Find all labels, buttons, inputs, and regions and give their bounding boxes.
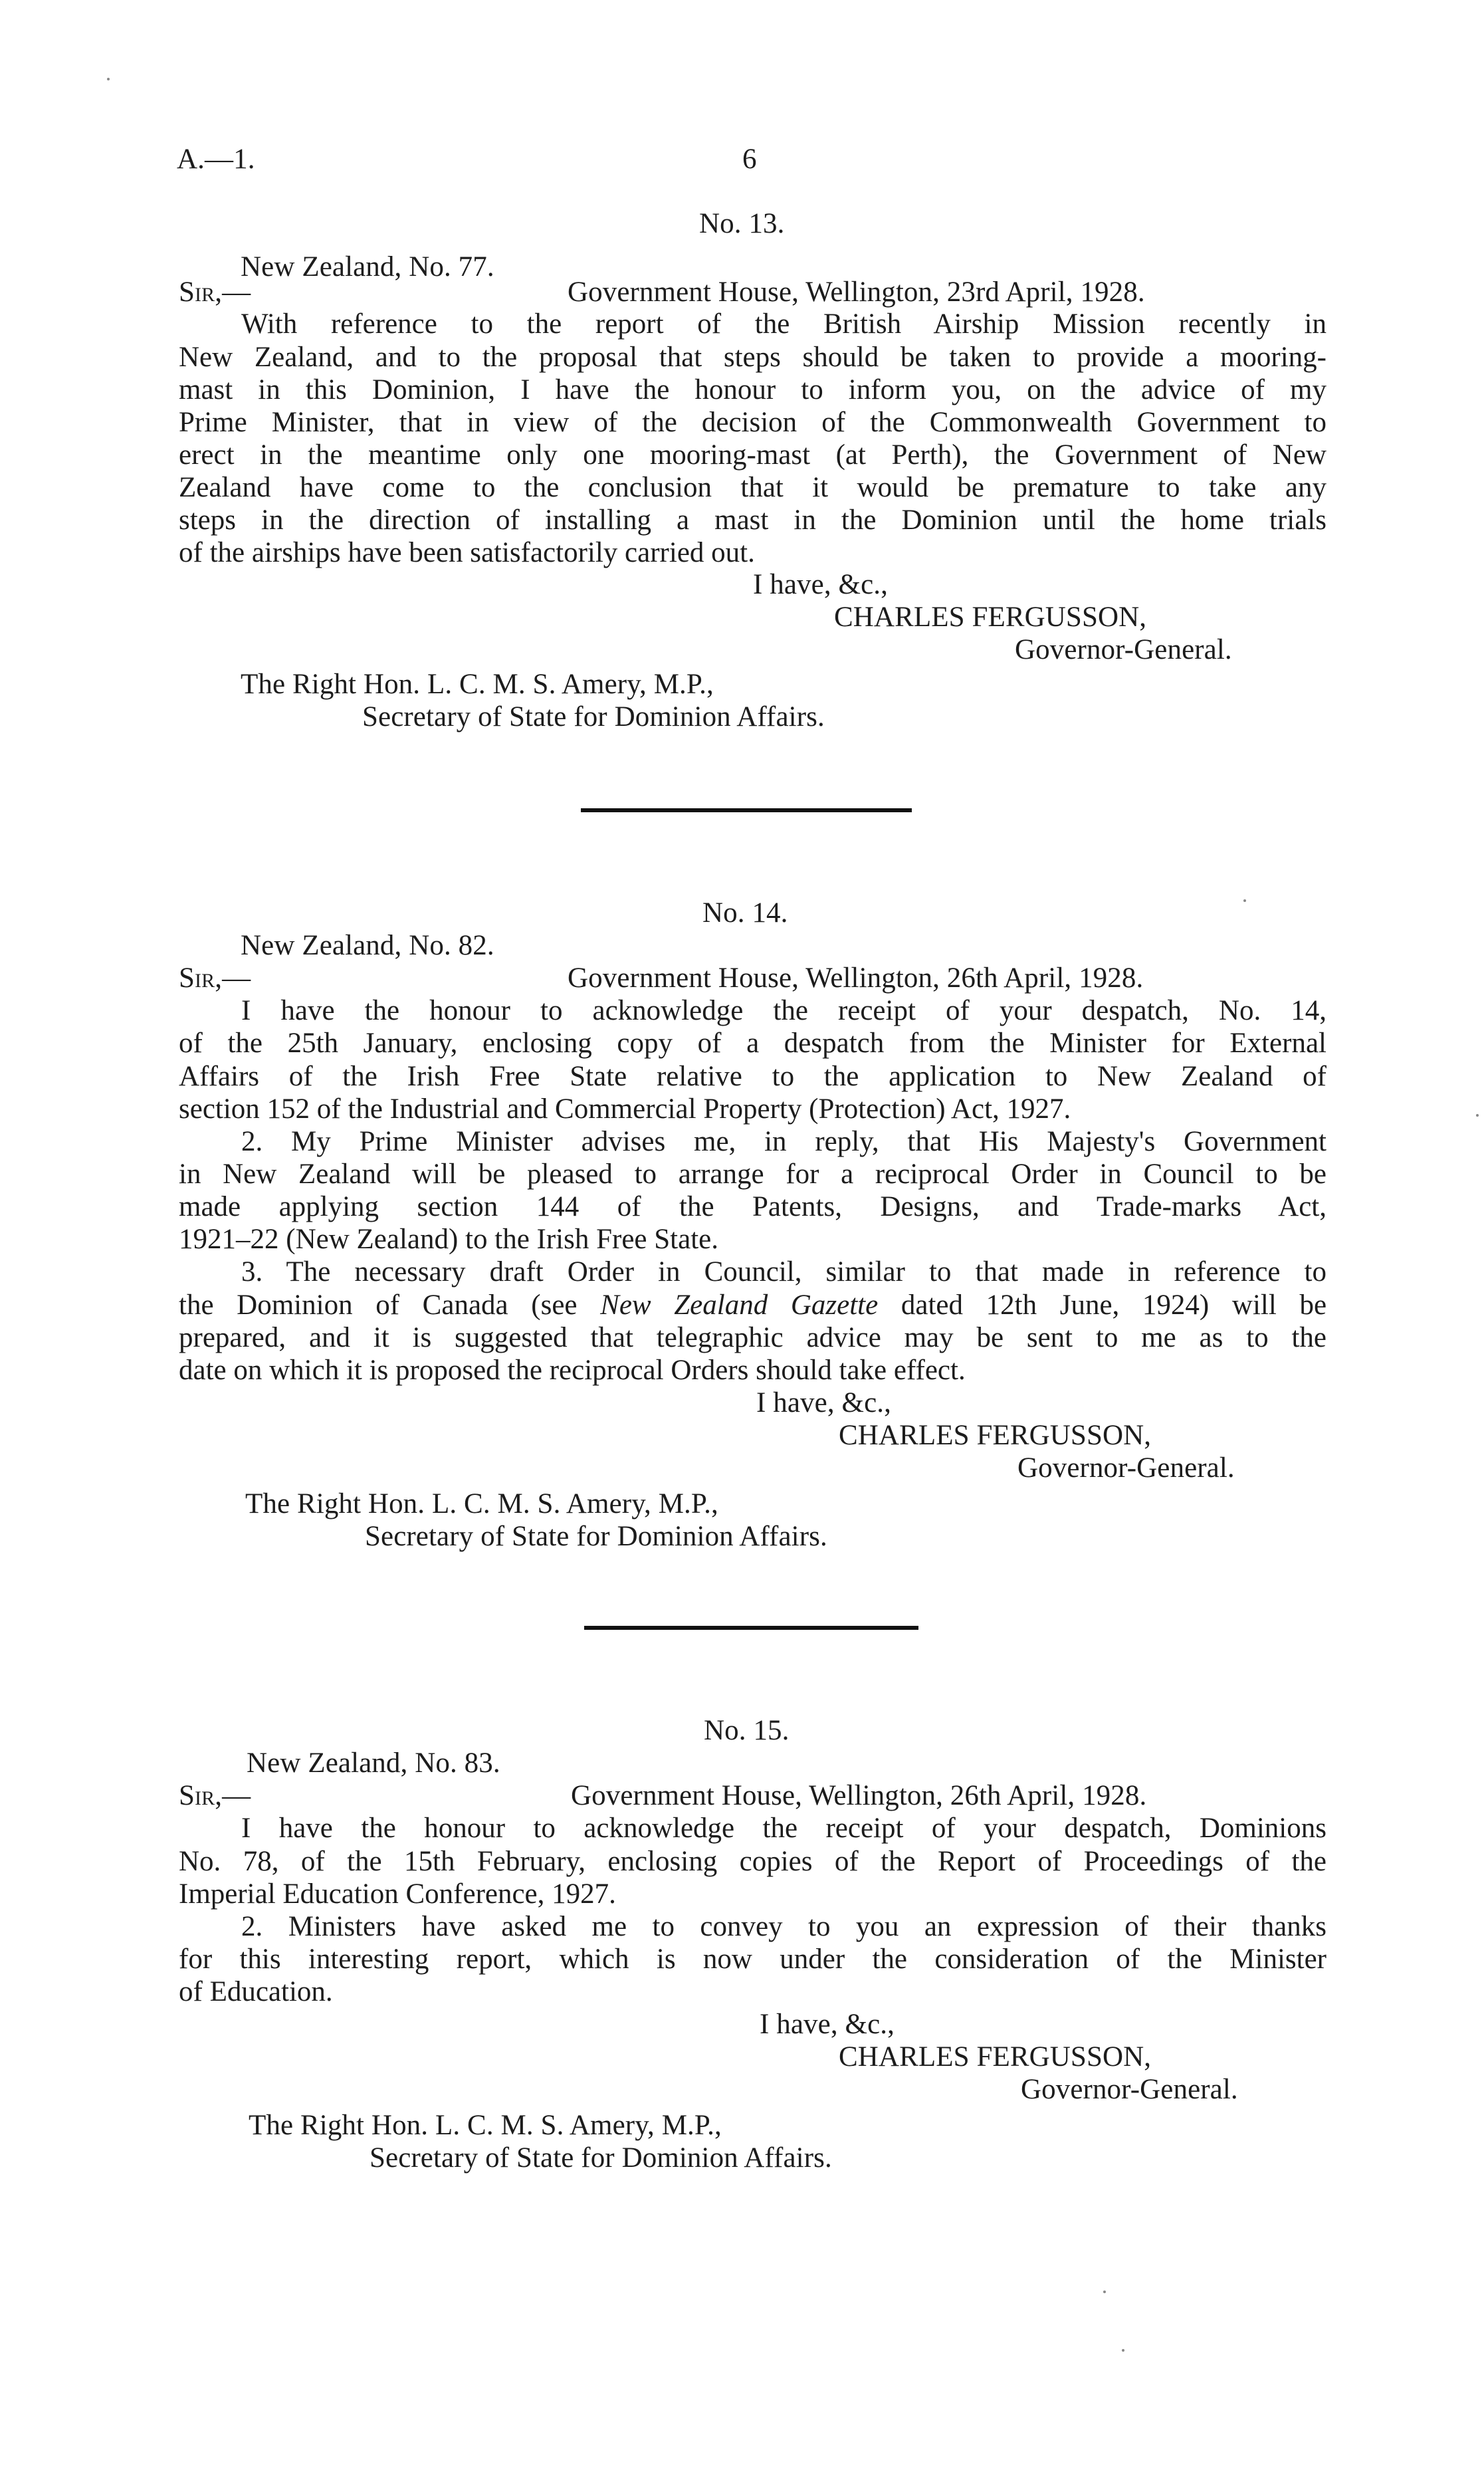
scan-speck — [107, 78, 110, 80]
addressee: The Right Hon. L. C. M. S. Amery, M.P., — [245, 1488, 718, 1519]
series-code: A.—1. — [177, 144, 255, 175]
body-line: 3. The necessary draft Order in Council, similar to that made in reference to — [241, 1256, 1326, 1288]
scan-speck — [1103, 2291, 1106, 2293]
section-divider — [581, 808, 912, 812]
body-line: Zealand have come to the conclusion that it would be premature to take any — [179, 472, 1326, 503]
body-line: With reference to the report of the British Airship Mission recently in — [241, 308, 1326, 340]
body-line: date on which it is proposed the reciprocal Orders should take effect. — [179, 1355, 966, 1386]
body-line: of the airships have been satisfactorily carried out. — [179, 537, 755, 568]
signatory-name: CHARLES FERGUSSON, — [834, 602, 1147, 633]
address-date: Government House, Wellington, 23rd April, 1928. — [568, 277, 1145, 308]
body-line: 2. Ministers have asked me to convey to you an expression of their thanks — [241, 1911, 1326, 1942]
signatory-name: CHARLES FERGUSSON, — [839, 2041, 1152, 2073]
body-line: prepared, and it is suggested that telegraphic advice may be sent to me as to the — [179, 1322, 1326, 1353]
body-line: of Education. — [179, 1976, 333, 2007]
closing: I have, &c., — [756, 1387, 891, 1418]
body-line: made applying section 144 of the Patents, Designs, and Trade-marks Act, — [179, 1191, 1326, 1222]
reference-line: New Zealand, No. 83. — [247, 1747, 500, 1779]
page-number: 6 — [742, 144, 757, 175]
address-date: Government House, Wellington, 26th April, 1928. — [571, 1780, 1147, 1811]
signatory-title: Governor-General. — [1021, 2074, 1238, 2105]
body-line: 2. My Prime Minister advises me, in reply, that His Majesty's Government — [241, 1126, 1326, 1157]
scan-speck — [1476, 1114, 1479, 1117]
body-text: the Dominion of Canada (see — [179, 1289, 578, 1321]
addressee-title: Secretary of State for Dominion Affairs. — [365, 1521, 827, 1552]
body-line: mast in this Dominion, I have the honour to inform you, on the advice of my — [179, 374, 1326, 405]
body-line: section 152 of the Industrial and Commercial Property (Protection) Act, 1927. — [179, 1093, 1071, 1125]
reference-line: New Zealand, No. 77. — [241, 251, 494, 282]
body-line: of the 25th January, enclosing copy of a despatch from the Minister for External — [179, 1028, 1326, 1059]
body-line: 1921–22 (New Zealand) to the Irish Free State. — [179, 1224, 718, 1255]
letter-number: No. 13. — [699, 208, 785, 239]
salutation: Sir,— — [179, 1780, 251, 1811]
body-text: dated 12th June, 1924) will be — [901, 1289, 1327, 1321]
body-line: Affairs of the Irish Free State relative to the application to New Zealand of — [179, 1061, 1326, 1092]
closing: I have, &c., — [753, 569, 888, 600]
letter-number: No. 15. — [704, 1715, 790, 1746]
body-line: in New Zealand will be pleased to arrange for a reciprocal Order in Council to be — [179, 1159, 1326, 1190]
body-line: No. 78, of the 15th February, enclosing copies of the Report of Proceedings of the — [179, 1846, 1326, 1877]
salutation: Sir,— — [179, 277, 251, 308]
reference-line: New Zealand, No. 82. — [241, 930, 494, 961]
scan-speck — [1122, 2349, 1124, 2352]
closing: I have, &c., — [760, 2009, 895, 2040]
addressee-title: Secretary of State for Dominion Affairs. — [370, 2142, 832, 2174]
signatory-name: CHARLES FERGUSSON, — [839, 1420, 1152, 1451]
body-line: steps in the direction of installing a mast in the Dominion until the home trials — [179, 504, 1326, 536]
signatory-title: Governor-General. — [1017, 1452, 1235, 1484]
body-line: for this interesting report, which is now under the consideration of the Minister — [179, 1944, 1326, 1975]
body-line: I have the honour to acknowledge the receipt of your despatch, Dominions — [241, 1813, 1326, 1844]
body-line: erect in the meantime only one mooring-mast (at Perth), the Government of New — [179, 439, 1326, 471]
letter-number: No. 14. — [702, 897, 788, 929]
body-line: I have the honour to acknowledge the receipt of your despatch, No. 14, — [241, 995, 1326, 1026]
signatory-title: Governor-General. — [1015, 634, 1232, 665]
body-line: Imperial Education Conference, 1927. — [179, 1878, 616, 1910]
address-date: Government House, Wellington, 26th April, 1928. — [568, 962, 1144, 994]
body-line: New Zealand, and to the proposal that steps should be taken to provide a mooring- — [179, 342, 1326, 373]
addressee: The Right Hon. L. C. M. S. Amery, M.P., — [241, 669, 714, 700]
section-divider — [584, 1626, 918, 1630]
addressee: The Right Hon. L. C. M. S. Amery, M.P., — [249, 2110, 722, 2141]
scan-speck — [1243, 899, 1246, 902]
gazette-title: New Zealand Gazette — [600, 1289, 879, 1321]
body-line: Prime Minister, that in view of the decision of the Commonwealth Government to — [179, 407, 1326, 438]
addressee-title: Secretary of State for Dominion Affairs. — [362, 701, 825, 732]
salutation: Sir,— — [179, 962, 251, 994]
body-line-with-italic — [179, 1288, 1326, 1323]
